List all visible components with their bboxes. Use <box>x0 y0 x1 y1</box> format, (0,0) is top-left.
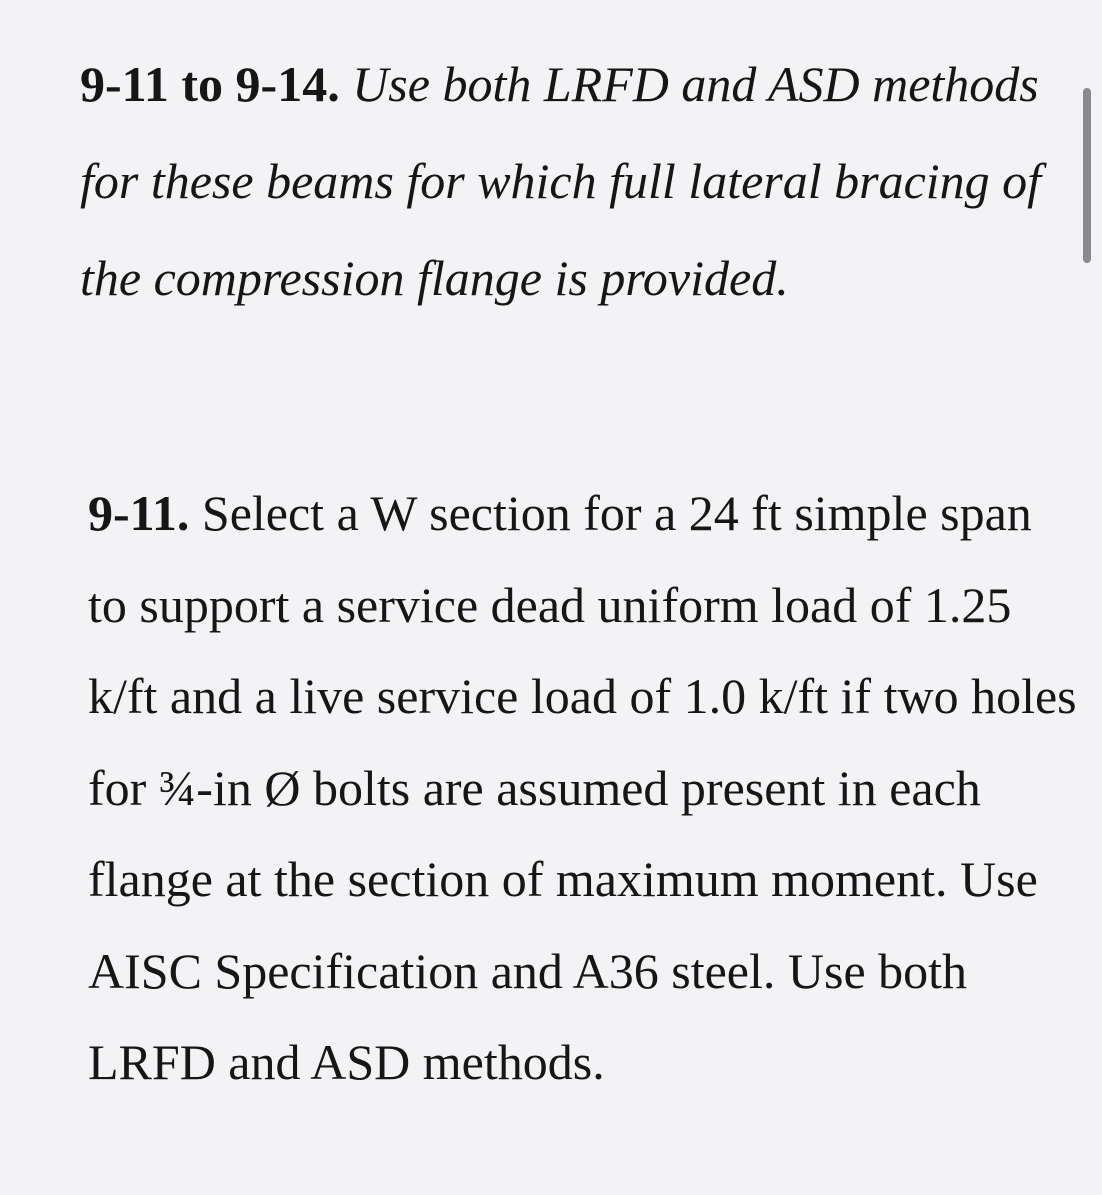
intro-instructions: Use both LRFD and ASD methods for these beams for which full lateral bracing of the compression flange is provided. <box>80 56 1042 306</box>
problem-paragraph <box>88 468 1078 1109</box>
vertical-scrollbar[interactable] <box>1083 88 1091 263</box>
intro-problem-range: 9-11 to 9-14. <box>80 56 340 112</box>
problem-statement: Select a W section for a 24 ft simple span to support a service dead uniform load of 1.25 k/ft and a live service load of 1.0 k/ft if two holes for ¾-in Ø bolts are assumed present in each flange at the section of maximum moment. Use AISC Specification and A36 steel. Use both LRFD and ASD methods. <box>88 485 1077 1090</box>
intro-paragraph <box>80 36 1060 327</box>
problem-number: 9-11. <box>88 485 190 541</box>
